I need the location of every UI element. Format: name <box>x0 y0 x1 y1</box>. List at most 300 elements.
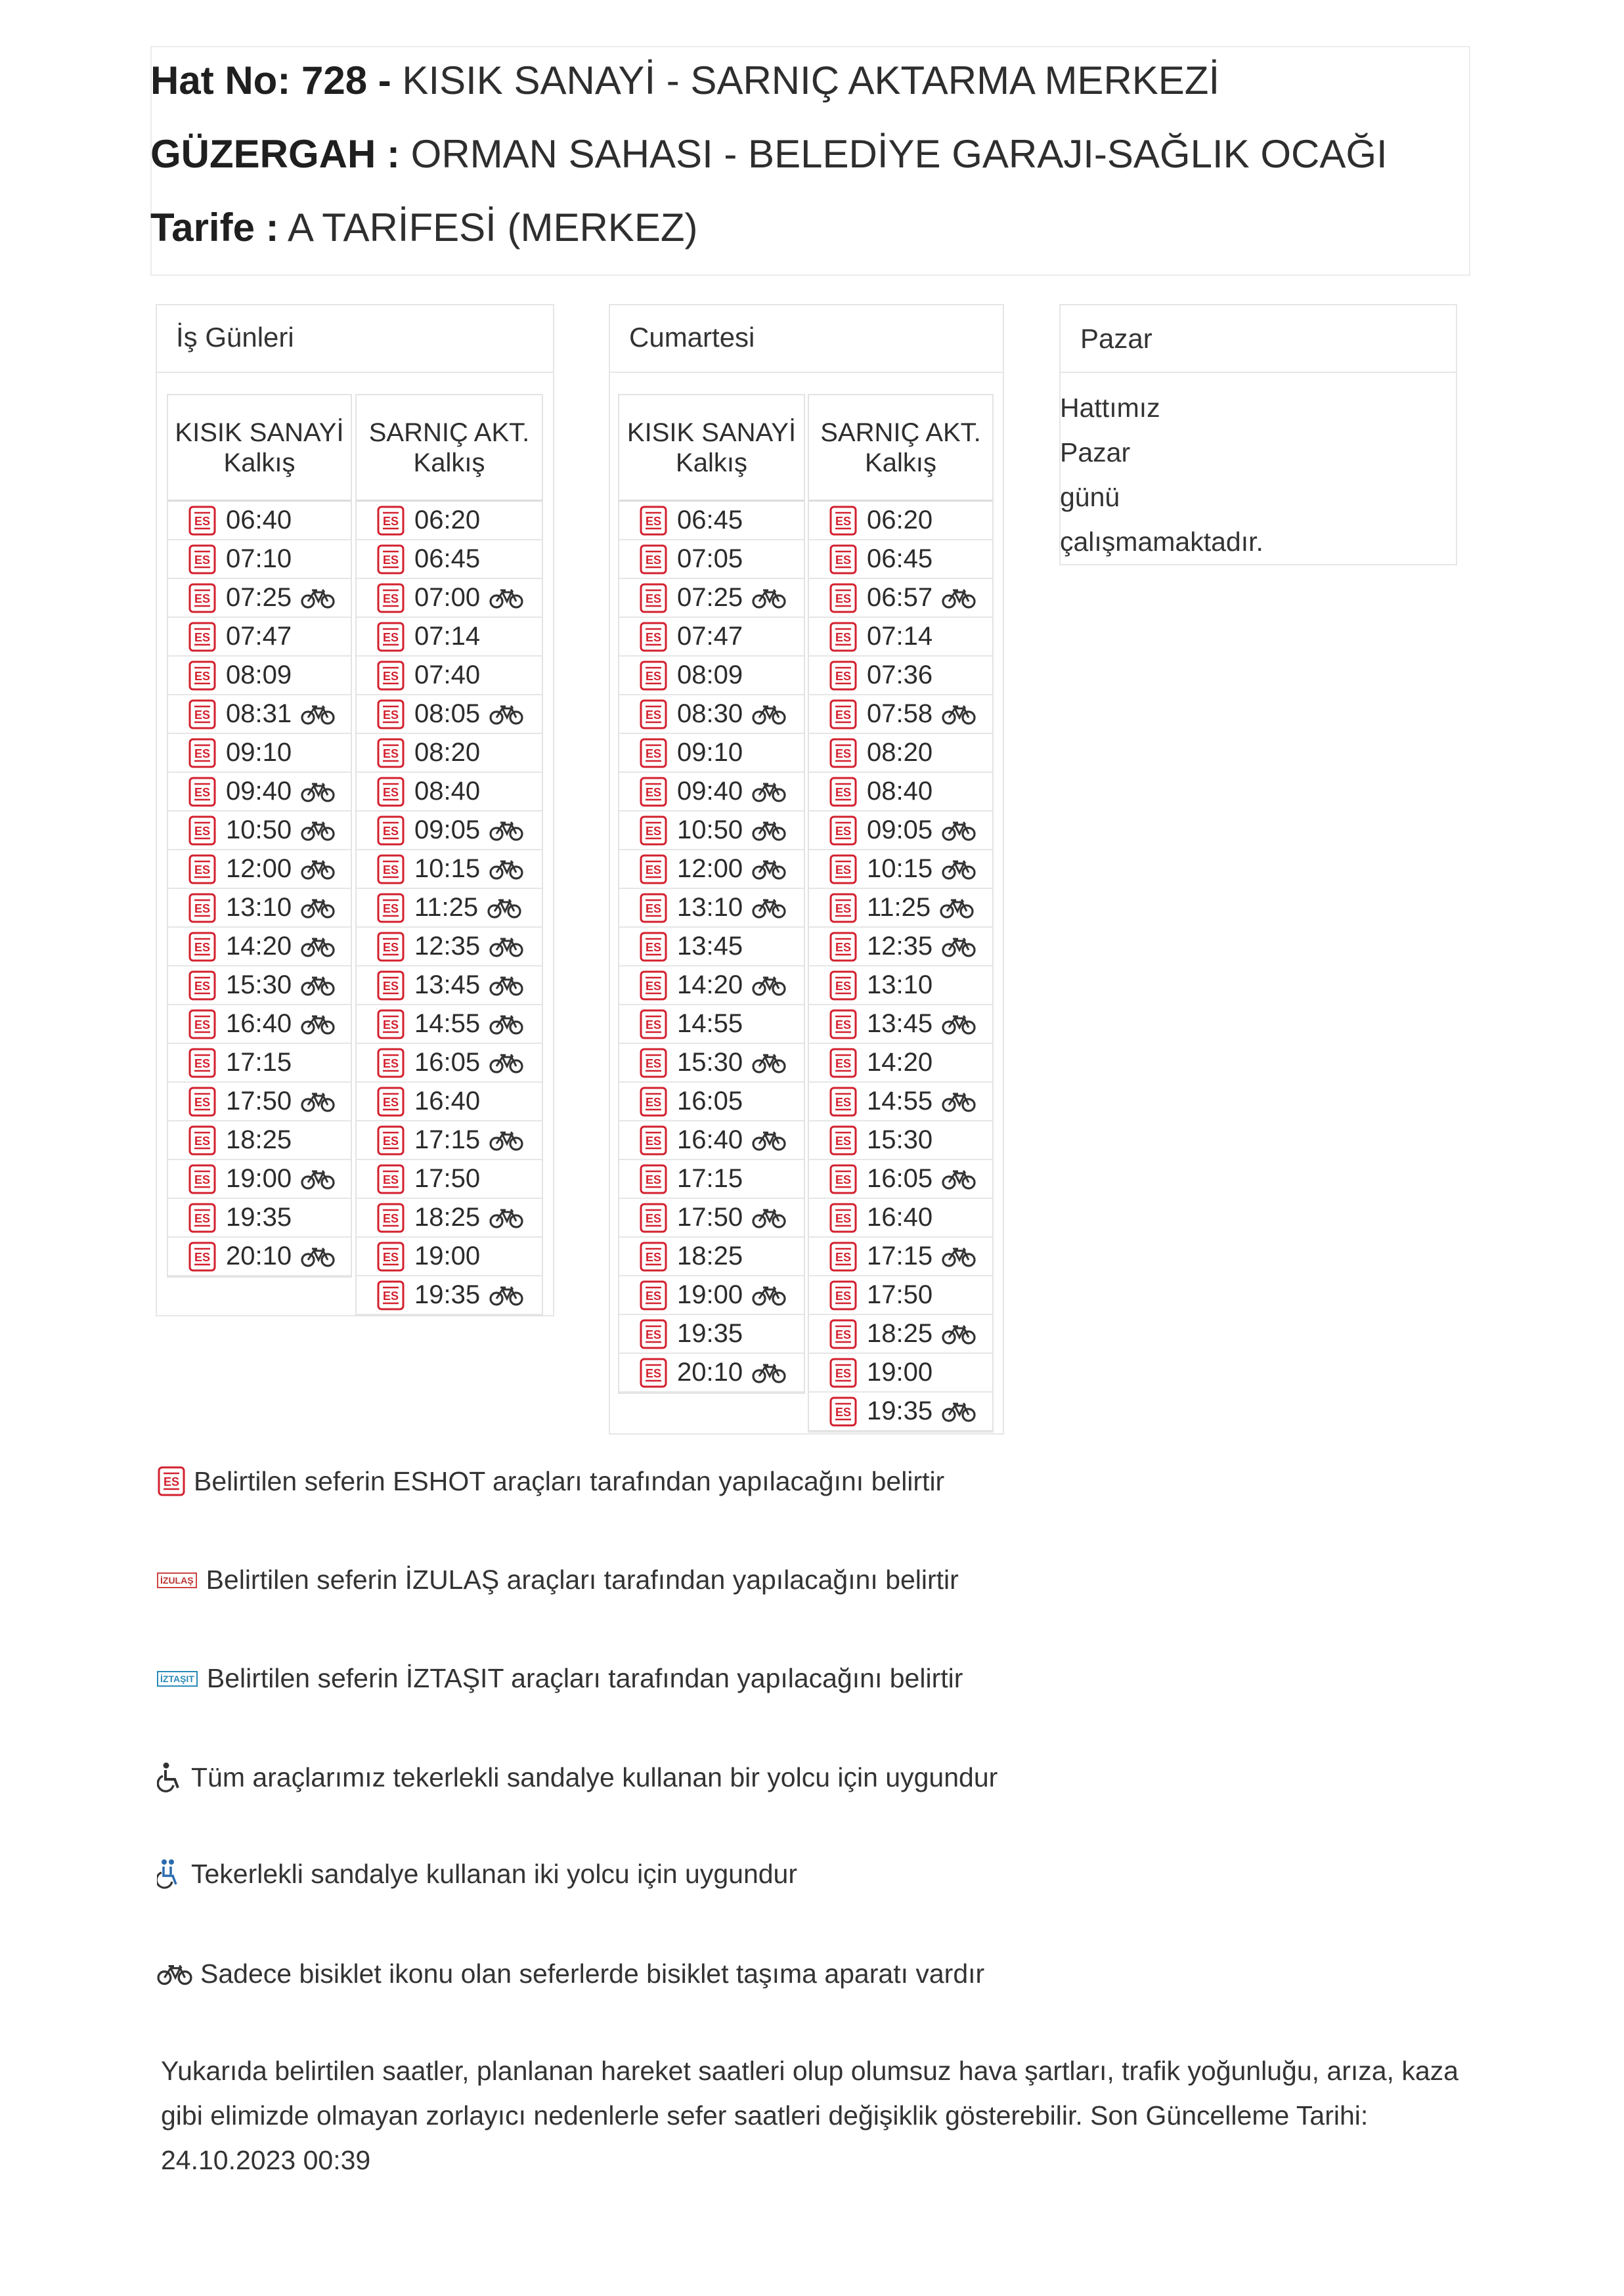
eshot-icon <box>829 1202 858 1234</box>
eshot-icon <box>829 931 858 963</box>
departure-time: 06:40 <box>226 506 292 534</box>
eshot-icon <box>376 1202 405 1234</box>
time-row <box>168 657 351 695</box>
eshot-icon <box>639 660 668 691</box>
stop-sub: Kalkış <box>223 448 296 477</box>
bike-icon <box>489 587 523 609</box>
legend-izulas-text: Belirtilen seferin İZULAŞ araçları tarafından yapılacağını belirtir <box>206 1565 959 1595</box>
legend-iztasit <box>157 1663 963 1694</box>
departure-time: 18:25 <box>677 1242 743 1270</box>
eshot-icon <box>188 854 217 885</box>
bike-icon <box>752 1284 786 1307</box>
time-row <box>168 695 351 734</box>
time-row <box>357 1083 542 1121</box>
bike-icon <box>301 1091 335 1113</box>
bike-icon <box>301 1168 335 1190</box>
legend-bike-text: Sadece bisiklet ikonu olan seferlerde bisiklet taşıma aparatı vardır <box>200 1959 985 1989</box>
time-row <box>809 966 992 1005</box>
eshot-icon <box>639 931 668 963</box>
departure-time: 16:40 <box>867 1203 933 1232</box>
departure-time: 18:25 <box>867 1319 933 1348</box>
eshot-icon <box>639 621 668 653</box>
time-row <box>168 966 351 1005</box>
time-row <box>809 734 992 773</box>
eshot-icon <box>639 582 668 614</box>
departure-time: 14:20 <box>677 970 743 999</box>
departure-time: 07:14 <box>414 622 481 651</box>
time-row <box>809 1238 992 1276</box>
time-row <box>168 540 351 579</box>
column-header <box>168 395 351 502</box>
time-row <box>168 889 351 928</box>
time-row <box>168 1238 351 1276</box>
departure-time: 19:35 <box>677 1319 743 1348</box>
legend-bike <box>157 1959 984 1989</box>
time-row <box>619 1238 804 1276</box>
time-row <box>168 502 351 540</box>
eshot-icon <box>376 1086 405 1117</box>
bike-icon <box>301 974 335 997</box>
eshot-icon <box>639 892 668 924</box>
eshot-icon <box>188 931 217 963</box>
departure-time: 09:10 <box>677 738 743 767</box>
departure-time: 10:50 <box>677 815 743 844</box>
time-row <box>619 734 804 773</box>
eshot-icon <box>188 1241 217 1272</box>
eshot-icon <box>829 1357 858 1389</box>
eshot-icon <box>376 582 405 614</box>
sunday-title: Pazar <box>1080 323 1152 354</box>
time-row <box>809 1121 992 1160</box>
stop-name: SARNIÇ AKT. <box>820 418 981 447</box>
eshot-icon <box>188 660 217 691</box>
saturday-col-sarnic <box>808 394 994 1433</box>
departure-time: 15:30 <box>226 970 292 999</box>
time-row <box>168 1199 351 1238</box>
eshot-icon <box>188 892 217 924</box>
eshot-icon <box>829 621 858 653</box>
time-row <box>619 618 804 657</box>
route-label: GÜZERGAH : <box>150 132 400 176</box>
tariff-label: Tarife : <box>150 206 279 249</box>
line-label: Hat No: 728 - <box>150 58 391 102</box>
eshot-icon <box>639 1086 668 1117</box>
eshot-icon <box>639 815 668 846</box>
bike-icon <box>942 858 976 880</box>
time-row <box>357 850 542 889</box>
departure-time: 12:00 <box>677 854 743 883</box>
time-list <box>619 502 804 1393</box>
time-row <box>619 1354 804 1393</box>
time-row <box>168 1044 351 1083</box>
time-row <box>357 928 542 966</box>
eshot-icon <box>639 970 668 1001</box>
eshot-icon <box>188 621 217 653</box>
eshot-icon <box>639 854 668 885</box>
legend-wheelchair-two <box>157 1858 797 1890</box>
time-row <box>168 579 351 618</box>
eshot-icon <box>639 737 668 769</box>
bike-icon <box>752 1207 786 1229</box>
departure-time: 20:10 <box>677 1358 743 1387</box>
departure-time: 20:10 <box>226 1242 292 1270</box>
eshot-icon <box>639 1163 668 1195</box>
bike-icon <box>301 703 335 726</box>
time-row <box>168 1083 351 1121</box>
eshot-icon <box>376 892 405 924</box>
time-row <box>168 812 351 850</box>
departure-time: 07:58 <box>867 699 933 728</box>
column-header <box>357 395 542 502</box>
departure-time: 09:10 <box>226 738 292 767</box>
stop-name: KISIK SANAYİ <box>626 418 797 447</box>
departure-time: 08:20 <box>867 738 933 767</box>
eshot-icon <box>639 505 668 536</box>
bike-icon <box>489 819 523 842</box>
eshot-icon <box>829 1318 858 1350</box>
bike-icon <box>752 1052 786 1074</box>
eshot-icon <box>188 1202 217 1234</box>
time-row <box>809 928 992 966</box>
departure-time: 06:45 <box>414 544 481 573</box>
column-header <box>619 395 804 502</box>
time-row <box>357 579 542 618</box>
sunday-note <box>1060 385 1263 564</box>
stop-sub: Kalkış <box>413 448 485 477</box>
bike-icon <box>301 1013 335 1035</box>
eshot-icon <box>376 1125 405 1156</box>
departure-time: 07:40 <box>414 661 481 689</box>
departure-time: 16:40 <box>414 1087 481 1116</box>
eshot-icon <box>376 660 405 691</box>
eshot-icon <box>376 854 405 885</box>
eshot-icon <box>376 1008 405 1040</box>
bike-icon <box>942 1245 976 1268</box>
eshot-icon <box>639 1357 668 1389</box>
departure-time: 06:45 <box>677 506 743 534</box>
bike-icon <box>752 703 786 726</box>
time-row <box>168 773 351 812</box>
line-name: KISIK SANAYİ - SARNIÇ AKTARMA MERKEZİ <box>402 58 1220 102</box>
eshot-icon <box>829 1125 858 1156</box>
legend-eshot <box>157 1465 944 1497</box>
bike-icon <box>301 781 335 803</box>
weekday-title: İş Günleri <box>176 322 294 353</box>
departure-time: 17:15 <box>867 1242 933 1270</box>
departure-time: 19:35 <box>226 1203 292 1232</box>
time-row <box>168 618 351 657</box>
eshot-icon <box>829 1241 858 1272</box>
time-list <box>357 502 542 1315</box>
eshot-icon <box>829 737 858 769</box>
legend-eshot-text: Belirtilen seferin ESHOT araçları tarafından yapılacağını belirtir <box>194 1465 945 1496</box>
eshot-icon <box>376 544 405 575</box>
bike-icon <box>942 1323 976 1345</box>
departure-time: 16:40 <box>677 1125 743 1154</box>
eshot-icon <box>829 582 858 614</box>
eshot-icon <box>188 1163 217 1195</box>
bike-icon <box>942 819 976 842</box>
departure-time: 06:20 <box>867 506 933 534</box>
time-row <box>357 1121 542 1160</box>
time-row <box>357 889 542 928</box>
time-row <box>357 1044 542 1083</box>
sunday-line: Pazar <box>1060 437 1131 467</box>
eshot-icon <box>639 1008 668 1040</box>
eshot-icon <box>188 1008 217 1040</box>
departure-time: 13:45 <box>677 932 743 961</box>
bike-icon <box>489 703 523 726</box>
time-row <box>619 1121 804 1160</box>
departure-time: 19:00 <box>677 1280 743 1309</box>
time-row <box>809 812 992 850</box>
time-row <box>619 928 804 966</box>
bike-icon <box>301 587 335 609</box>
time-list <box>168 502 351 1276</box>
time-row <box>619 1083 804 1121</box>
line-title <box>150 58 1219 103</box>
time-row <box>809 579 992 618</box>
eshot-icon <box>829 776 858 808</box>
time-row <box>809 889 992 928</box>
departure-time: 06:45 <box>867 544 933 573</box>
eshot-icon <box>829 544 858 575</box>
eshot-icon <box>639 1202 668 1234</box>
bike-icon <box>752 781 786 803</box>
bike-icon <box>489 1052 523 1074</box>
departure-time: 08:05 <box>414 699 481 728</box>
weekday-col-kisik <box>167 394 352 1278</box>
eshot-icon <box>639 1241 668 1272</box>
bike-icon <box>157 1962 192 1986</box>
time-row <box>809 1083 992 1121</box>
time-row <box>619 657 804 695</box>
tariff-name: A TARİFESİ (MERKEZ) <box>287 206 698 249</box>
time-row <box>357 540 542 579</box>
departure-time: 08:09 <box>677 661 743 689</box>
bike-icon <box>489 974 523 997</box>
departure-time: 11:25 <box>414 893 479 922</box>
departure-time: 19:00 <box>226 1164 292 1193</box>
bike-icon <box>489 858 523 880</box>
bike-icon <box>489 936 523 958</box>
time-list <box>809 502 992 1431</box>
bike-icon <box>942 1168 976 1190</box>
departure-time: 08:40 <box>414 777 481 806</box>
bike-icon <box>489 1129 523 1152</box>
eshot-icon <box>639 699 668 730</box>
bike-icon <box>942 1400 976 1423</box>
time-row <box>809 1393 992 1431</box>
bike-icon <box>301 1245 335 1268</box>
stop-sub: Kalkış <box>865 448 936 477</box>
time-row <box>357 1160 542 1199</box>
departure-time: 13:10 <box>867 970 933 999</box>
bike-icon <box>489 1284 523 1307</box>
bike-icon <box>752 587 786 609</box>
time-row <box>619 502 804 540</box>
eshot-icon <box>639 776 668 808</box>
time-row <box>619 889 804 928</box>
bike-icon <box>752 1129 786 1152</box>
time-row <box>619 850 804 889</box>
eshot-icon <box>376 737 405 769</box>
legend-wheelchair-one-text: Tüm araçlarımız tekerlekli sandalye kullanan bir yolcu için uygundur <box>191 1762 998 1792</box>
time-row <box>809 695 992 734</box>
time-row <box>809 502 992 540</box>
eshot-icon <box>829 1396 858 1427</box>
saturday-col-kisik <box>618 394 805 1394</box>
stop-sub: Kalkış <box>676 448 747 477</box>
departure-time: 08:31 <box>226 699 292 728</box>
bike-icon <box>942 1013 976 1035</box>
time-row <box>168 1121 351 1160</box>
departure-time: 09:05 <box>867 815 933 844</box>
sunday-line: Hattımız <box>1060 393 1160 423</box>
time-row <box>619 1199 804 1238</box>
time-row <box>809 540 992 579</box>
time-row <box>357 657 542 695</box>
departure-time: 19:00 <box>867 1358 933 1387</box>
double-wheelchair-icon <box>157 1858 183 1890</box>
eshot-icon <box>639 1280 668 1311</box>
departure-time: 08:09 <box>226 661 292 689</box>
time-row <box>809 1160 992 1199</box>
departure-time: 17:50 <box>226 1087 292 1116</box>
time-row <box>619 1315 804 1354</box>
bike-icon <box>752 858 786 880</box>
departure-time: 07:05 <box>677 544 743 573</box>
time-row <box>809 618 992 657</box>
departure-time: 06:57 <box>867 583 933 612</box>
departure-time: 18:25 <box>226 1125 292 1154</box>
eshot-icon <box>376 1047 405 1079</box>
eshot-icon <box>639 1125 668 1156</box>
legend-wheelchair-two-text: Tekerlekli sandalye kullanan iki yolcu için uygundur <box>191 1858 798 1889</box>
eshot-icon <box>188 815 217 846</box>
eshot-icon <box>376 815 405 846</box>
time-row <box>168 928 351 966</box>
departure-time: 17:50 <box>677 1203 743 1232</box>
bike-icon <box>489 1013 523 1035</box>
izulas-icon: İZULAŞ <box>157 1572 197 1588</box>
time-row <box>619 695 804 734</box>
bike-icon <box>301 936 335 958</box>
departure-time: 16:05 <box>867 1164 933 1193</box>
time-row <box>619 1044 804 1083</box>
eshot-icon <box>829 1008 858 1040</box>
eshot-icon <box>157 1465 186 1497</box>
departure-time: 07:36 <box>867 661 933 689</box>
route-name: ORMAN SAHASI - BELEDİYE GARAJI-SAĞLIK OCAĞI <box>410 132 1388 176</box>
departure-time: 07:25 <box>677 583 743 612</box>
eshot-icon <box>829 1047 858 1079</box>
departure-time: 14:55 <box>867 1087 933 1116</box>
time-row <box>619 1276 804 1315</box>
time-row <box>619 773 804 812</box>
eshot-icon <box>376 1280 405 1311</box>
eshot-icon <box>376 505 405 536</box>
departure-time: 08:40 <box>867 777 933 806</box>
eshot-icon <box>376 970 405 1001</box>
departure-time: 11:25 <box>867 893 931 922</box>
stop-name: SARNIÇ AKT. <box>368 418 530 447</box>
eshot-icon <box>188 970 217 1001</box>
eshot-icon <box>376 621 405 653</box>
bike-icon <box>752 819 786 842</box>
eshot-icon <box>188 699 217 730</box>
departure-time: 10:15 <box>867 854 933 883</box>
departure-time: 10:50 <box>226 815 292 844</box>
sunday-line: çalışmamaktadır. <box>1060 527 1263 557</box>
time-row <box>809 1276 992 1315</box>
time-row <box>168 850 351 889</box>
time-row <box>357 618 542 657</box>
eshot-icon <box>188 737 217 769</box>
departure-time: 12:35 <box>867 932 933 961</box>
eshot-icon <box>829 1163 858 1195</box>
time-row <box>168 734 351 773</box>
bike-icon <box>942 587 976 609</box>
eshot-icon <box>829 892 858 924</box>
eshot-icon <box>829 854 858 885</box>
bike-icon <box>752 1362 786 1384</box>
legend-wheelchair-one <box>157 1762 998 1793</box>
departure-time: 08:20 <box>414 738 481 767</box>
eshot-icon <box>188 505 217 536</box>
departure-time: 07:47 <box>677 622 743 651</box>
eshot-icon <box>829 970 858 1001</box>
bike-icon <box>752 897 786 919</box>
departure-time: 14:55 <box>414 1009 481 1038</box>
footer-note: Yukarıda belirtilen saatler, planlanan hareket saatleri olup olumsuz hava şartları, trafik yoğunluğu, arıza, kaza gibi elimizde olmayan zorlayıcı nedenlerle sefer saatleri değişiklik gösterebilir. Son Güncelleme Tarihi: 24.10.2023 00:39 <box>161 2056 1459 2175</box>
time-row <box>619 966 804 1005</box>
departure-time: 09:40 <box>226 777 292 806</box>
time-row <box>809 1354 992 1393</box>
time-row <box>357 502 542 540</box>
eshot-icon <box>829 660 858 691</box>
weekday-col-sarnic <box>355 394 543 1316</box>
route-title <box>150 131 1388 177</box>
eshot-icon <box>829 699 858 730</box>
bike-icon <box>942 936 976 958</box>
time-row <box>168 1005 351 1044</box>
eshot-icon <box>829 1280 858 1311</box>
departure-time: 07:47 <box>226 622 292 651</box>
eshot-icon <box>188 1086 217 1117</box>
time-row <box>619 1160 804 1199</box>
eshot-icon <box>188 1047 217 1079</box>
bike-icon <box>942 703 976 726</box>
time-row <box>357 1005 542 1044</box>
departure-time: 06:20 <box>414 506 481 534</box>
departure-time: 17:15 <box>226 1048 292 1077</box>
departure-time: 10:15 <box>414 854 481 883</box>
time-row <box>619 812 804 850</box>
departure-time: 16:40 <box>226 1009 292 1038</box>
sunday-line: günü <box>1060 482 1120 512</box>
eshot-icon <box>376 1163 405 1195</box>
departure-time: 13:10 <box>677 893 743 922</box>
departure-time: 15:30 <box>677 1048 743 1077</box>
departure-time: 13:45 <box>414 970 481 999</box>
time-row <box>357 812 542 850</box>
column-header <box>809 395 992 502</box>
time-row <box>357 734 542 773</box>
departure-time: 17:50 <box>414 1164 481 1193</box>
eshot-icon <box>829 505 858 536</box>
departure-time: 07:14 <box>867 622 933 651</box>
